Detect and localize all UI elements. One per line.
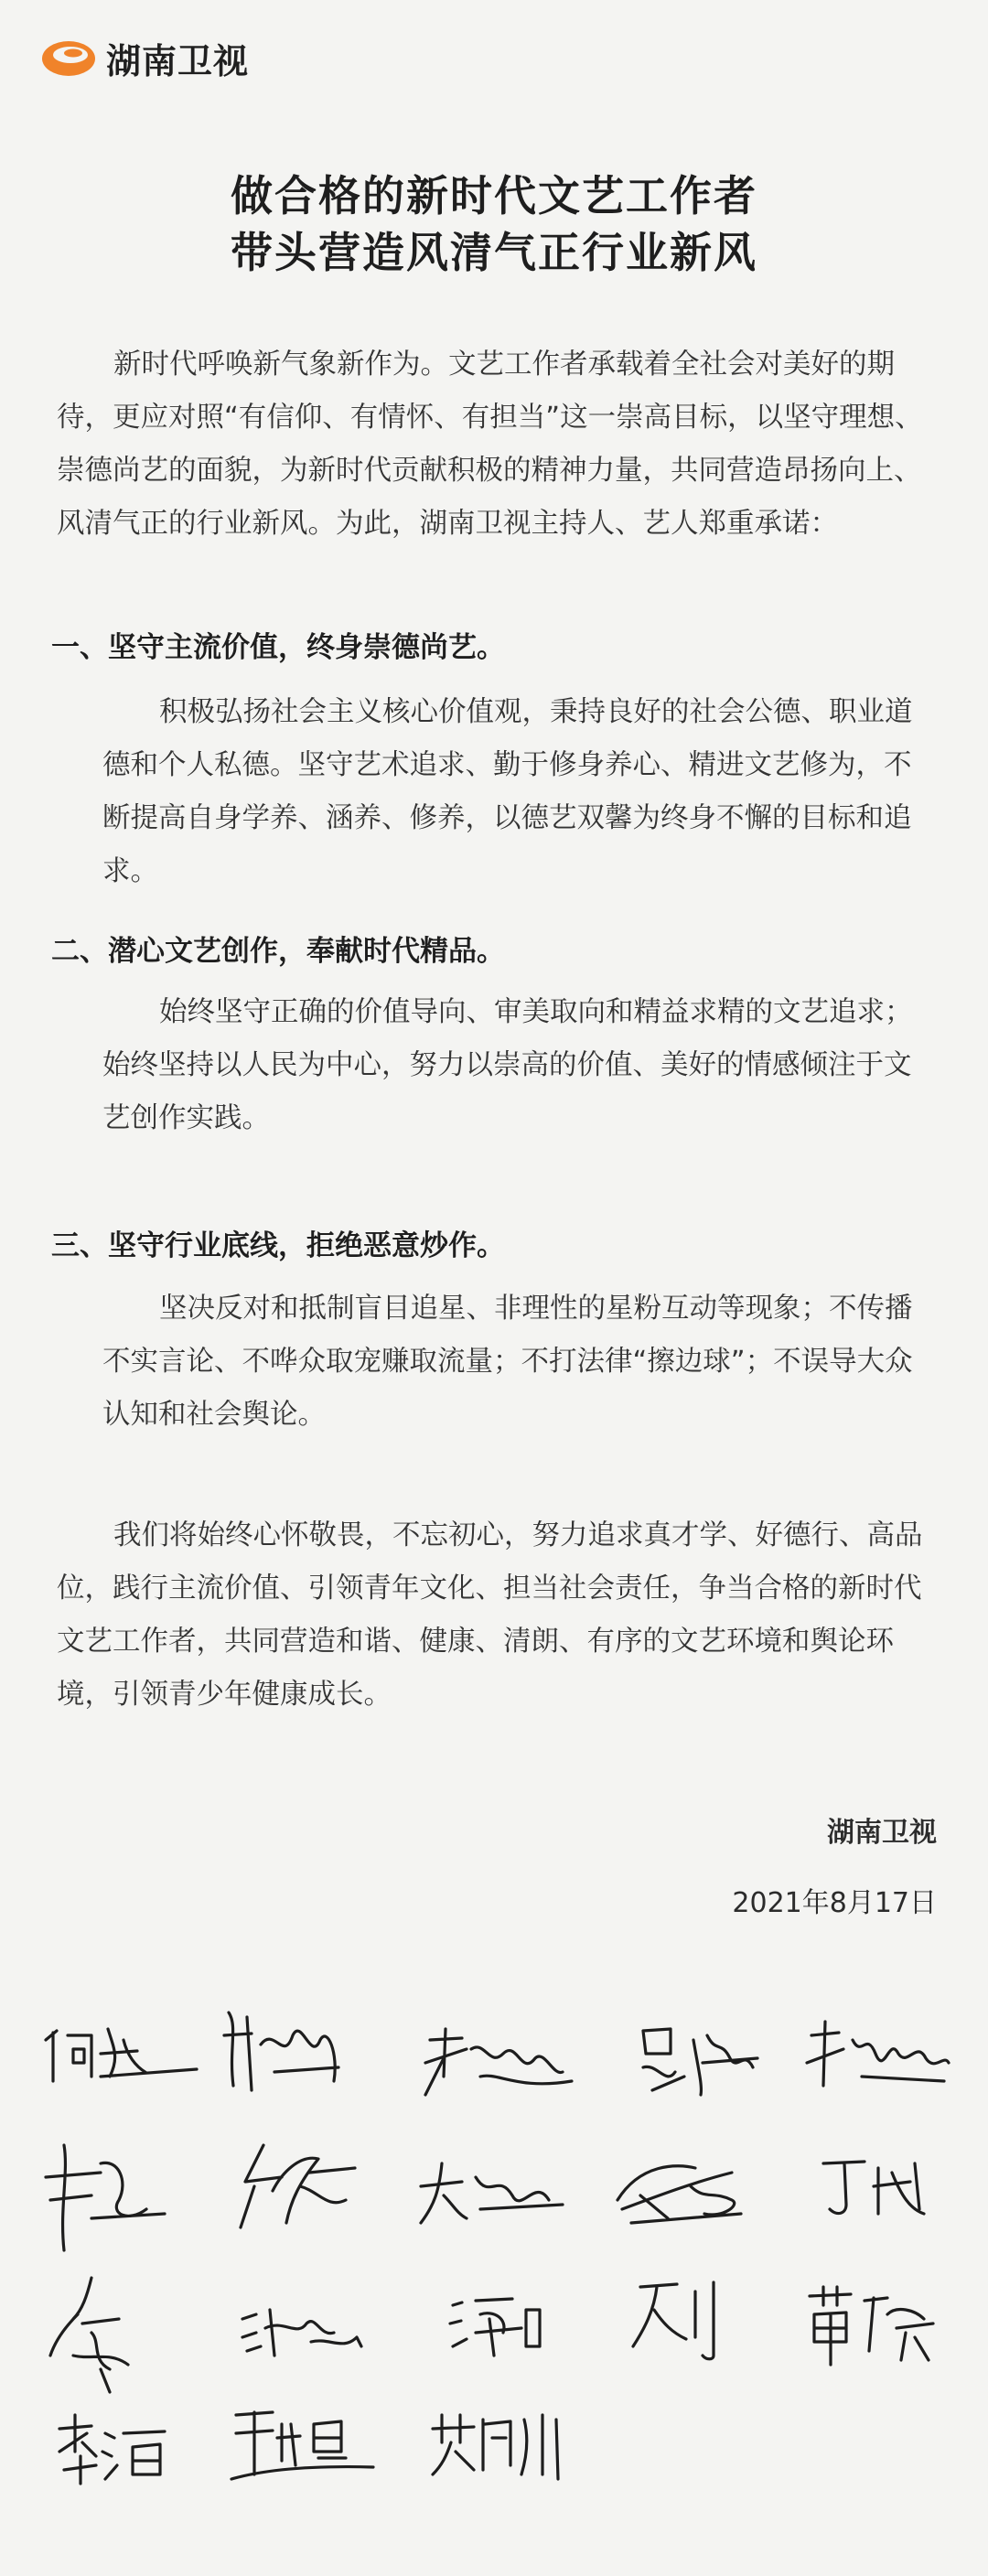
page-title-line2: 带头营造风清气正行业新风 [231, 228, 757, 277]
signature-18 [419, 2401, 575, 2484]
signoff-org: 湖南卫视 [827, 1817, 937, 1849]
section-1-body: 积极弘扬社会主义核心价值观，秉持良好的社会公德、职业道德和个人私德。坚守艺术追求、勤于修身养心、精进文艺修为，不断提高自身学养、涵养、修养，以德艺双馨为终身不懈的目标和追求。 [102, 696, 913, 887]
signature-7 [227, 2136, 364, 2237]
section-1-heading: 一、坚守主流价值，终身崇德尚艺。 [51, 631, 505, 664]
signature-5 [798, 2012, 953, 2095]
intro-paragraph: 新时代呼唤新气象新作为。文艺工作者承载着全社会对美好的期待，更应对照“有信仰、有情怀、有担当”这一崇高目标，以坚守理想、崇德尚艺的面貌，为新时代贡献积极的精神力量，共同营造昂扬向上、风清气正的行业新风。为此，湖南卫视主持人、艺人郑重承诺： [57, 349, 923, 540]
signature-2 [210, 1999, 357, 2099]
signature-9 [604, 2145, 750, 2227]
signature-3 [416, 2022, 581, 2104]
section-3-body: 坚决反对和抵制盲目追星、非理性的星粉互动等现象；不传播不实言论、不哗众取宠赚取流量；不打法律“擦边球”；不误导大众认知和社会舆论。 [102, 1293, 913, 1431]
section-2-heading: 二、潜心文艺创作，奉献时代精品。 [51, 935, 505, 968]
signature-10 [810, 2145, 947, 2227]
signature-6 [37, 2136, 174, 2255]
signature-1 [37, 2012, 201, 2095]
signature-11 [37, 2269, 156, 2397]
signature-15 [796, 2278, 951, 2369]
signoff-date: 2021年8月17日 [732, 1887, 937, 1919]
brand-name: 湖南卫视 [106, 40, 250, 81]
signature-16 [46, 2406, 183, 2488]
closing-paragraph: 我们将始终心怀敬畏，不忘初心，努力追求真才学、好德行、高品位，践行主流价值、引领青年文化、担当社会责任，争当合格的新时代文艺工作者，共同营造和谐、健康、清朗、有序的文艺环境和舆论环境，引领青少年健康成长。 [57, 1519, 923, 1711]
signature-14 [622, 2273, 750, 2365]
section-2-body: 始终坚守正确的价值导向、审美取向和精益求精的文艺追求；始终坚持以人民为中心，努力以崇高的价值、美好的情感倾注于文艺创作实践。 [102, 996, 913, 1134]
section-3-heading: 三、坚守行业底线，拒绝恶意炒作。 [51, 1229, 505, 1262]
signature-12 [229, 2282, 375, 2365]
brand-logo [40, 35, 249, 80]
signature-13 [439, 2282, 558, 2365]
signature-4 [629, 2012, 767, 2104]
signature-8 [407, 2150, 572, 2232]
page-title-line1: 做合格的新时代文艺工作者 [231, 171, 757, 220]
mango-logo-icon [40, 37, 97, 79]
signature-17 [218, 2401, 392, 2484]
